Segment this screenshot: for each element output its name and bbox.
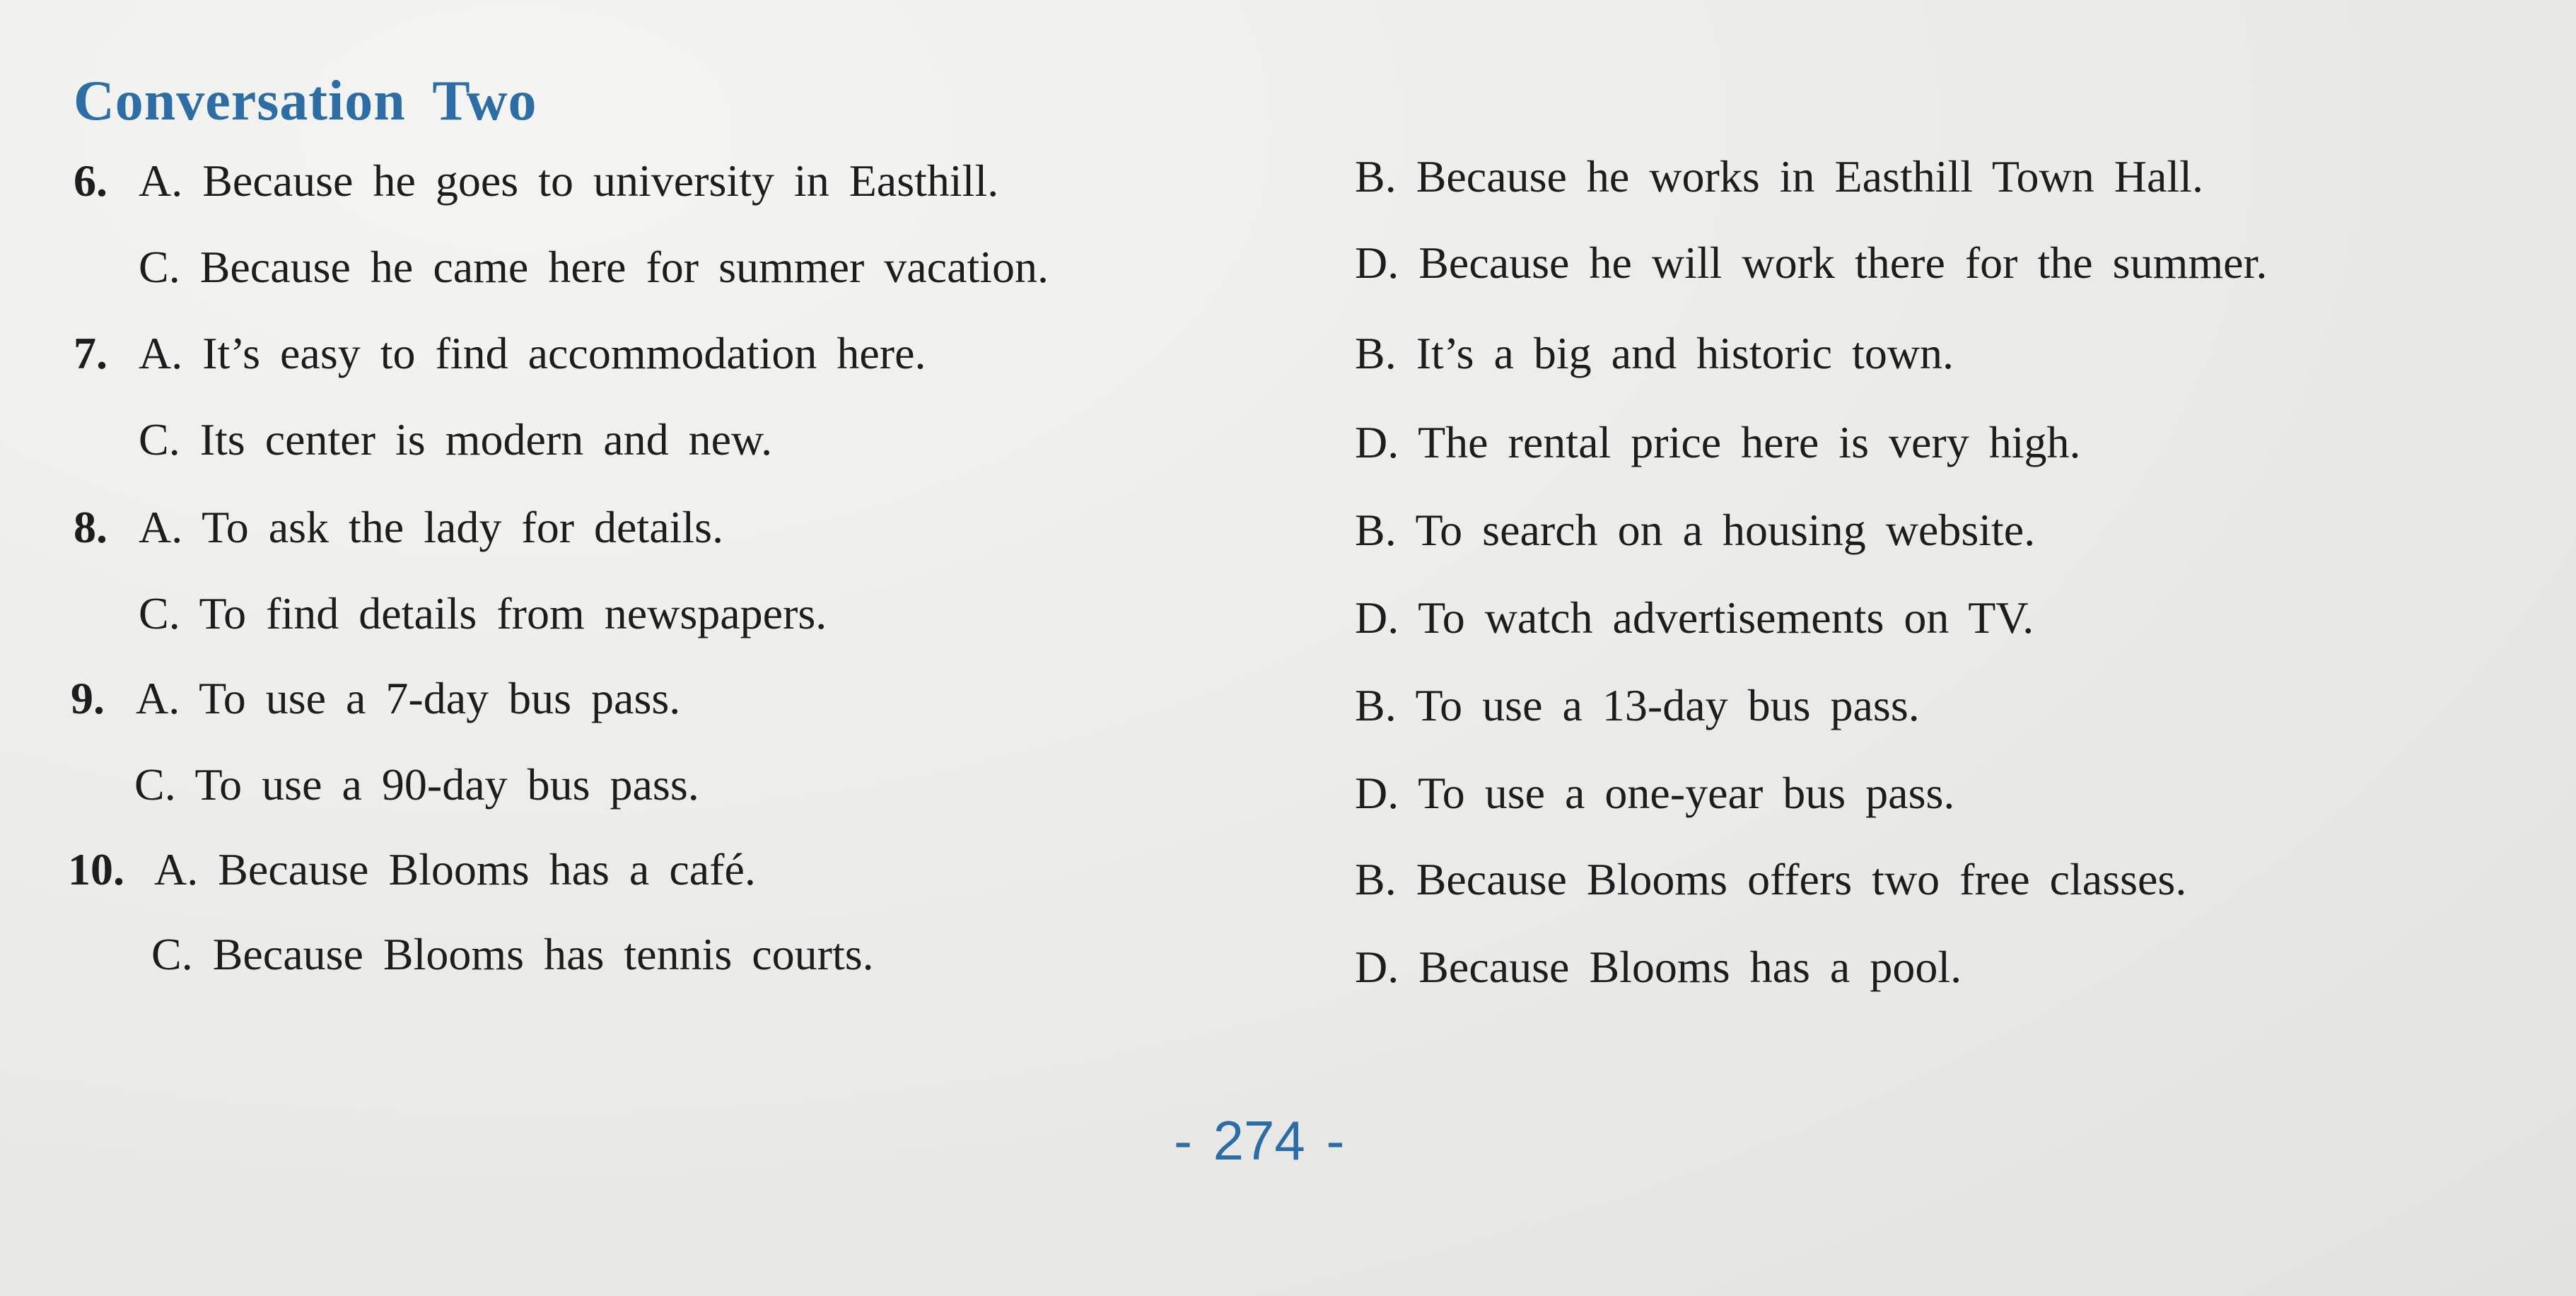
option-letter: D. xyxy=(1355,768,1399,818)
option-letter: C. xyxy=(139,588,180,638)
option-letter: C. xyxy=(139,414,180,465)
question-6-option-b xyxy=(1355,141,2203,212)
section-title: Conversation Two xyxy=(74,70,537,132)
option-letter: B. xyxy=(1355,151,1397,202)
question-10-option-b xyxy=(1355,844,2186,915)
question-number: 8. xyxy=(74,502,107,552)
option-letter: D. xyxy=(1355,942,1399,992)
option-letter: B. xyxy=(1355,854,1397,904)
question-number: 7. xyxy=(74,328,107,378)
option-text: Because he came here for summer vacation. xyxy=(199,242,1049,292)
question-number: 10. xyxy=(68,844,124,894)
option-text: To use a 90-day bus pass. xyxy=(194,759,699,810)
option-text: Because Blooms has a pool. xyxy=(1418,942,1962,992)
option-a xyxy=(154,834,756,905)
question-number: 6. xyxy=(74,156,107,206)
option-text: To search on a housing website. xyxy=(1415,505,2036,555)
question-9-option-d xyxy=(1355,758,1954,829)
option-letter: B. xyxy=(1355,505,1397,555)
question-6-option-d xyxy=(1355,228,2267,298)
option-text: It’s easy to find accommodation here. xyxy=(202,328,926,378)
option-text: Because Blooms has a café. xyxy=(218,844,756,894)
option-letter: D. xyxy=(1355,238,1399,288)
option-text: Because Blooms offers two free classes. xyxy=(1416,854,2187,904)
option-text: It’s a big and historic town. xyxy=(1416,328,1954,378)
page-number: - 274 - xyxy=(1174,1109,1345,1172)
option-a xyxy=(139,492,723,563)
question-10-option-d xyxy=(1355,932,1962,1003)
option-a xyxy=(136,663,680,734)
question-8-option-c xyxy=(139,578,827,649)
option-a xyxy=(139,146,998,216)
question-6-option-c xyxy=(139,232,1049,303)
question-7-row-1 xyxy=(74,318,926,389)
option-letter: A. xyxy=(139,156,183,206)
option-text: Because Blooms has tennis courts. xyxy=(212,929,874,979)
question-number: 9. xyxy=(71,673,105,723)
question-10-row-1 xyxy=(68,834,756,905)
option-letter: C. xyxy=(134,759,176,810)
option-letter: B. xyxy=(1355,680,1397,730)
option-text: To use a 7-day bus pass. xyxy=(199,673,681,723)
option-letter: A. xyxy=(139,502,183,552)
option-letter: A. xyxy=(139,328,183,378)
option-text: The rental price here is very high. xyxy=(1418,417,2081,467)
question-9-option-b xyxy=(1355,670,1920,741)
option-letter: C. xyxy=(139,242,180,292)
option-text: Because he works in Easthill Town Hall. xyxy=(1416,151,2203,202)
question-6-row-1 xyxy=(74,146,999,216)
question-8-option-d xyxy=(1355,583,2034,653)
question-9-option-c xyxy=(134,749,699,820)
question-7-option-b xyxy=(1355,318,1954,389)
option-text: Its center is modern and new. xyxy=(199,414,773,465)
option-letter: A. xyxy=(136,673,180,723)
option-text: To use a one-year bus pass. xyxy=(1418,768,1955,818)
option-letter: D. xyxy=(1355,592,1399,643)
option-text: Because he goes to university in Easthill. xyxy=(202,156,999,206)
question-9-row-1 xyxy=(71,663,681,734)
option-letter: B. xyxy=(1355,328,1397,378)
option-a xyxy=(139,318,926,389)
option-text: To use a 13-day bus pass. xyxy=(1415,680,1920,730)
question-7-option-d xyxy=(1355,407,2080,478)
question-8-option-b xyxy=(1355,495,2035,566)
option-letter: D. xyxy=(1355,417,1399,467)
option-text: To watch advertisements on TV. xyxy=(1418,592,2034,643)
question-7-option-c xyxy=(139,404,772,475)
question-10-option-c xyxy=(151,919,874,990)
question-8-row-1 xyxy=(74,492,724,563)
option-letter: A. xyxy=(154,844,199,894)
option-text: To ask the lady for details. xyxy=(202,502,724,552)
option-letter: C. xyxy=(151,929,193,979)
option-text: To find details from newspapers. xyxy=(199,588,827,638)
option-text: Because he will work there for the summer. xyxy=(1418,238,2268,288)
